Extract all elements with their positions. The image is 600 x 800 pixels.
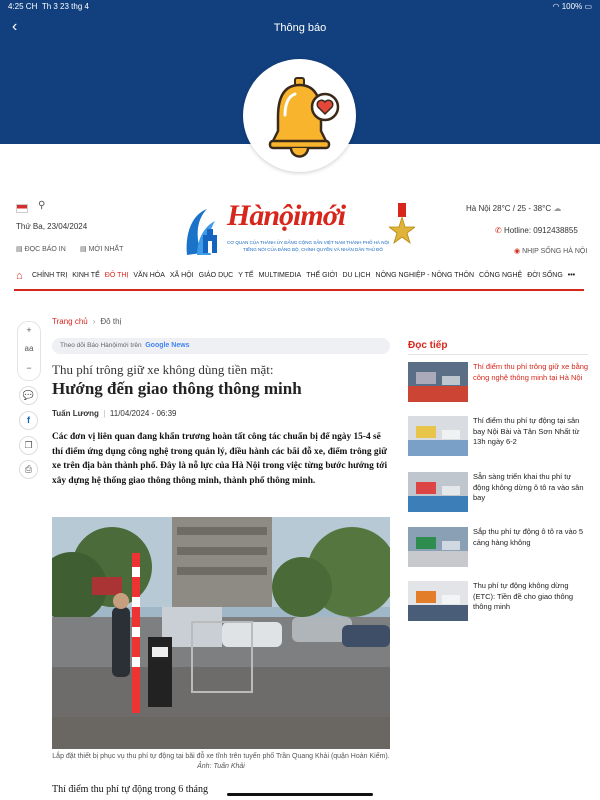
menu-items <box>32 272 580 279</box>
home-icon[interactable]: ⌂ <box>16 270 23 282</box>
site-logo[interactable] <box>183 199 415 261</box>
menu-item[interactable]: KINH TẾ <box>72 272 100 279</box>
menu-item[interactable]: NÔNG NGHIỆP - NÔNG THÔN <box>375 272 475 279</box>
google-news-follow[interactable]: Theo dõi Báo Hànộimới trên Google News <box>52 338 390 354</box>
menu-item[interactable]: CÔNG NGHỆ <box>479 272 523 279</box>
weather-widget: Hà Nội 28°C / 25 - 38°C ☁ <box>466 204 562 213</box>
author-name: Tuấn Lương <box>52 409 99 418</box>
menu-item[interactable]: ĐÔ THỊ <box>104 272 129 279</box>
menu-item[interactable]: DU LỊCH <box>342 272 371 279</box>
breadcrumb-home[interactable]: Trang chủ <box>52 317 88 326</box>
breadcrumb-category[interactable]: Đô thị <box>100 317 122 326</box>
chevron-left-icon[interactable]: ‹ <box>12 18 18 35</box>
related-article[interactable] <box>408 416 590 460</box>
related-divider <box>408 354 588 355</box>
related-thumbnail <box>408 416 468 456</box>
menu-item[interactable]: GIÁO DỤC <box>198 272 234 279</box>
header-date: Thứ Ba, 23/04/2024 <box>16 222 88 231</box>
article-kicker: Thu phí trông giữ xe không dùng tiền mặt: <box>52 362 274 377</box>
latest-link[interactable]: ▤ MỚI NHẤT <box>80 246 124 253</box>
article-title: Hướng đến giao thông thông minh <box>52 379 302 398</box>
menu-item[interactable]: VĂN HÓA <box>133 272 165 279</box>
article-byline: Tuấn Lương | 11/04/2024 - 06:39 <box>52 409 177 418</box>
related-article[interactable] <box>408 362 590 406</box>
comment-icon[interactable]: 💬 <box>19 386 38 405</box>
navigation-bar <box>0 14 600 44</box>
related-title: Sẵn sàng triển khai thu phí tự động không dừng ô tô ra vào sân bay <box>473 472 584 502</box>
hotline[interactable]: ✆ Hotline: 0912438855 <box>495 226 578 235</box>
battery-icon: ▭ <box>584 2 592 11</box>
nhip-song-link[interactable]: ◉ NHỊP SỐNG HÀ NỘI <box>514 248 588 255</box>
menu-item[interactable]: CHÍNH TRỊ <box>32 272 68 279</box>
related-title: Sắp thu phí tự động ô tô ra vào 5 cảng hàng không <box>473 527 584 547</box>
phone-icon: ✆ <box>495 226 502 235</box>
home-indicator[interactable] <box>227 793 373 796</box>
related-thumbnail <box>408 472 468 512</box>
breadcrumb: Trang chủ › Đô thị <box>52 317 122 326</box>
logo-wordmark: Hànộimới <box>227 199 346 232</box>
related-title: Thí điểm thu phí tự động tại sân bay Nội Bài và Tân Sơn Nhất từ 13h ngày 6-2 <box>473 416 580 446</box>
list-icon: ▤ <box>80 246 87 253</box>
vietnam-flag-icon[interactable] <box>16 204 28 213</box>
publish-time: 11/04/2024 - 06:39 <box>109 409 177 418</box>
facebook-icon[interactable]: f <box>19 411 38 430</box>
menu-item[interactable]: Y TẾ <box>238 272 254 279</box>
related-article[interactable] <box>408 472 590 516</box>
decrease-font-button[interactable]: − <box>26 363 32 373</box>
search-icon[interactable]: ⚲ <box>38 200 46 211</box>
article-lead: Các đơn vị liên quan đang khẩn trương hoàn tất công tác chuẩn bị để ngày 15-4 sẽ thí điểm ứng dụng công nghệ trong quản lý, điều hành các bãi đỗ xe, điểm trông giữ xe trên địa bàn thành phố. Đây là nỗ lực của Hà Nội trong việc từng bước hướng tới xây dựng hệ thống giao thông thông minh, thành phố thông minh. <box>52 432 388 486</box>
section-heading: Thí điểm thu phí tự động trong 6 tháng <box>52 784 208 795</box>
increase-font-button[interactable]: + <box>26 325 32 335</box>
nav-title: Thông báo <box>273 22 327 34</box>
newspaper-icon: ▤ <box>16 246 23 253</box>
epaper-link[interactable]: ▤ ĐỌC BÁO IN <box>16 246 66 253</box>
menu-item[interactable]: MULTIMEDIA <box>258 272 302 279</box>
menu-more-icon[interactable]: ••• <box>567 272 576 279</box>
menu-divider <box>14 289 584 291</box>
bell-heart-icon <box>243 59 356 172</box>
font-size-control <box>17 321 41 381</box>
status-time-date: 4:25 CH Th 3 23 thg 4 <box>8 2 89 11</box>
cloud-icon: ☁ <box>553 204 562 213</box>
wifi-icon: ◠ <box>552 2 560 11</box>
related-title: Thu phí tự động không dừng (ETC): Tiền đề cho giao thông thông minh <box>473 581 574 611</box>
related-title: Thí điểm thu phí trông giữ xe bằng công nghệ thông minh tại Hà Nội <box>473 362 589 382</box>
related-article[interactable] <box>408 527 590 571</box>
status-battery: ◠ 100% ▭ <box>552 2 592 11</box>
logo-subtitle-2: TIẾNG NÓI CỦA ĐẢNG BỘ, CHÍNH QUYỀN VÀ NHÂN DÂN THỦ ĐÔ <box>243 247 383 252</box>
print-icon[interactable]: ⎙ <box>19 460 38 479</box>
related-thumbnail <box>408 581 468 621</box>
status-bar <box>0 0 600 14</box>
logo-emblem-icon <box>183 205 225 259</box>
copy-icon[interactable]: ❐ <box>19 436 38 455</box>
main-menu <box>14 268 584 286</box>
target-icon: ◉ <box>514 248 521 255</box>
photo-caption: Lắp đặt thiết bị phục vụ thu phí tự động tại bãi đỗ xe tĩnh trên tuyến phố Trần Quang Khải (quận Hoàn Kiếm). Ảnh: Tuấn Khải <box>52 753 390 770</box>
font-size-label: aa <box>24 344 34 353</box>
menu-item[interactable]: ĐỜI SỐNG <box>527 272 563 279</box>
menu-item[interactable]: XÃ HỘI <box>169 272 194 279</box>
logo-subtitle-1: CƠ QUAN CỦA THÀNH ỦY ĐẢNG CỘNG SẢN VIỆT NAM THÀNH PHỐ HÀ NỘI <box>227 240 390 245</box>
related-thumbnail <box>408 527 468 567</box>
article-photo[interactable] <box>52 517 390 749</box>
related-heading: Đọc tiếp <box>408 340 448 351</box>
google-news-brand: Google News <box>145 342 190 349</box>
related-thumbnail <box>408 362 468 402</box>
related-article[interactable] <box>408 581 590 625</box>
menu-item[interactable]: THẾ GIỚI <box>306 272 338 279</box>
medal-star-icon <box>389 203 415 255</box>
